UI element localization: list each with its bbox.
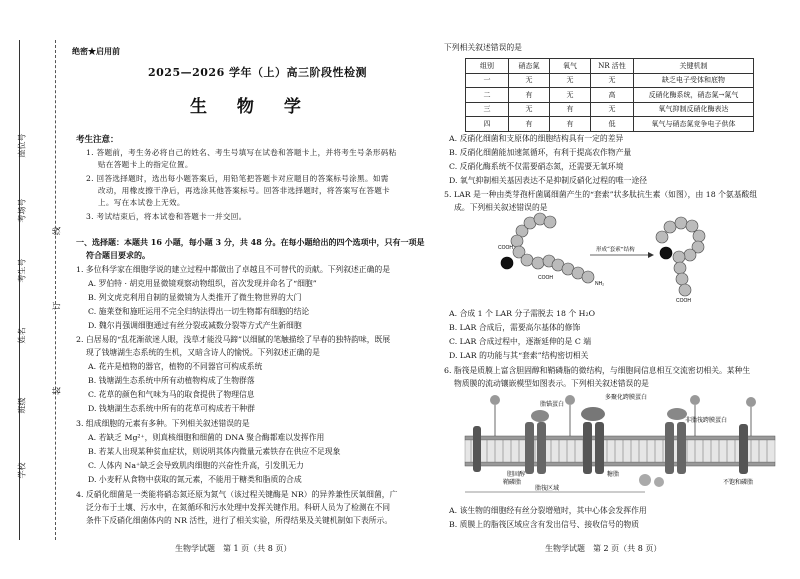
table-cell: 二 — [466, 88, 509, 103]
exam-no-label: 考场号 — [17, 198, 27, 223]
lasso-peptide — [656, 217, 705, 296]
label-cholesterol: 胆固醇 — [507, 471, 526, 478]
table-header-cell: 组别 — [466, 59, 509, 74]
q2-option-a: A. 花卉是植物的器官，植物的不同器官可构成系统 — [88, 362, 263, 371]
table-cell: 无 — [509, 73, 550, 88]
cooh-label-right: COOH — [676, 298, 691, 304]
phospholipid-bilayer — [465, 436, 775, 466]
q6-option-a: A. 该生物的细胞经有丝分裂增殖时，其中心体会发挥作用 — [449, 506, 647, 515]
q3-stem: 3. 组成细胞的元素有多种。下列相关叙述错误的是 — [76, 419, 250, 428]
notice-line: 2. 回答选择题时，选出每小题答案后，用铅笔把答题卡对应题目的答案标号涂黑。如需 — [86, 174, 389, 183]
cooh-label-mid: COOH — [538, 275, 553, 281]
table-header-cell: NR 活性 — [591, 59, 634, 74]
subject-title: 生 物 学 — [190, 97, 313, 117]
notice-heading: 考生注意： — [76, 135, 119, 145]
name-label: 姓名 — [17, 327, 27, 344]
q1-option-d: D. 魏尔肖强调细胞通过有丝分裂或减数分裂等方式产生新细胞 — [88, 321, 302, 330]
seal-char-ding: 订 — [52, 301, 63, 311]
q2-option-c: C. 花草的颜色和气味为马的取食提供了物理信息 — [88, 390, 255, 399]
q5-option-b: B. LAR 合成后，需要高尔基体的修饰 — [449, 323, 581, 332]
table-header-row — [466, 59, 754, 74]
label-raft-region: 脂筏区域 — [535, 485, 560, 492]
q5-stem-cont: 成。下列相关叙述错误的是 — [454, 203, 548, 212]
nh2-label: NH₂ — [595, 281, 605, 287]
q5-option-a: A. 合成 1 个 LAR 分子需脱去 18 个 H₂O — [449, 309, 595, 318]
q3-option-d: D. 小麦籽从食物中获取的氮元素，不能用于糖类和脂质的合成 — [88, 475, 302, 484]
label-multimer-protein: 多聚化跨膜蛋白 — [605, 394, 648, 401]
table-cell: 缺乏电子受体和底物 — [634, 73, 754, 88]
table-cell: 无 — [591, 102, 634, 117]
q4-table — [465, 58, 754, 132]
seal-line — [55, 40, 56, 540]
lipid-raft-diagram — [455, 392, 785, 497]
table-cell: 氧气与硝态氮竞争电子供体 — [634, 117, 754, 132]
q6-option-b: B. 质膜上的脂筏区域应含有发出信号、接收信号的物质 — [449, 520, 640, 529]
table-cell: 三 — [466, 102, 509, 117]
table-cell: 有 — [550, 102, 591, 117]
q3-option-a: A. 若缺乏 Mg²⁺，则真核细胞和细菌的 DNA 聚合酶都难以发挥作用 — [88, 433, 325, 442]
notice-line: 贴在答题卡上的指定位置。 — [98, 160, 193, 169]
school-label: 学校 — [17, 462, 27, 479]
ticket-no-label: 考生号 — [17, 258, 27, 283]
q3-option-c: C. 人体内 Na⁺缺乏会导致肌肉细胞的兴奋性升高，引发肌无力 — [88, 461, 304, 470]
q1-option-b: B. 列文虎克利用自制的显微镜为人类推开了微生物世界的大门 — [88, 293, 302, 302]
table-row — [466, 88, 754, 103]
table-cell: 无 — [550, 88, 591, 103]
secret-mark: 绝密★启用前 — [72, 46, 120, 56]
notice-line: 改动，用橡皮擦干净后，再选涂其他答案标号。回答非选择题时，将答案写在答题卡 — [98, 186, 391, 195]
section1-heading-cont: 符合题目要求的。 — [86, 250, 150, 260]
table-cell: 氧气抑制反硝化酶表达 — [634, 102, 754, 117]
label-sphingomyelin: 鞘磷脂 — [503, 479, 522, 486]
q1-stem: 1. 多位科学家在细胞学说的建立过程中都做出了卓越且不可替代的贡献。下列叙述正确的是 — [76, 265, 390, 274]
notice-line: 1. 答题前，考生务必将自己的姓名、考生号填写在试卷和答题卡上，并将考生号条形码粘 — [86, 148, 397, 157]
exam-title: 2025—2026 学年（上）高三阶段性检测 — [148, 66, 368, 79]
q1-option-a: A. 罗伯特 · 胡克用显微镜观察动物组织，首次发现并命名了“细胞” — [88, 279, 317, 288]
table-row — [466, 117, 754, 132]
table-header-cell: 氧气 — [550, 59, 591, 74]
table-cell: 无 — [509, 102, 550, 117]
q4-stem-cont: 条件下反硝化细菌体内的 NR 活性，进行了相关实验，所得结果及关键机制如下表所示。 — [86, 516, 393, 525]
lar-lasso-diagram — [500, 213, 710, 303]
q6-stem: 6. 脂筏是质膜上富含胆固醇和鞘磷脂的微结构，与细胞间信息相互交流密切相关。某种生 — [444, 366, 751, 375]
q2-stem-cont: 现了钱塘湖生态系统的生机，又暗含诗人的愉悦。下列叙述正确的是 — [86, 348, 320, 357]
label-glycolipid: 糖脂 — [607, 471, 620, 478]
table-row — [466, 73, 754, 88]
q3-option-b: B. 若某人出现某种贫血症状，则说明其体内微量元素铁存在供应不足现象 — [88, 447, 341, 456]
q1-option-c: C. 施莱登和施旺运用不完全归纳法得出一切生物都有细胞的结论 — [88, 307, 310, 316]
q6-stem-cont: 物质膜的流动镶嵌模型如图表示。下列相关叙述错误的是 — [454, 379, 649, 388]
q2-option-b: B. 钱塘湖生态系统中所有动植物构成了生物群落 — [88, 376, 255, 385]
table-cell: 有 — [509, 88, 550, 103]
seal-char-zhuang: 装 — [52, 386, 63, 396]
cooh-label-left: COOH — [498, 245, 513, 251]
lasso-arrow-label: 形成“套索”结构 — [596, 247, 635, 253]
label-unsaturated-lipid: 不饱和磷脂 — [723, 479, 754, 486]
q4-option-c: C. 反硝化酶系统不仅需要硝态氮，还需要无氧环境 — [449, 162, 624, 171]
notice-line: 上。写在本试卷上无效。 — [98, 198, 185, 207]
footer-right: 生物学试题 第 2 页（共 8 页） — [545, 544, 662, 553]
footer-left: 生物学试题 第 1 页（共 8 页） — [175, 544, 292, 553]
table-cell: 有 — [550, 117, 591, 132]
label-non-raft-protein: 非脂筏跨膜蛋白 — [685, 417, 728, 424]
table-cell: 四 — [466, 117, 509, 132]
table-header-cell: 关键机制 — [634, 59, 754, 74]
q5-option-d: D. LAR 的功能与其“套索”结构密切相关 — [449, 351, 589, 360]
q4-table-intro: 下列相关叙述错误的是 — [444, 43, 522, 52]
table-cell: 无 — [550, 73, 591, 88]
label-anchor-protein: 脂锚蛋白 — [540, 401, 565, 408]
table-cell: 一 — [466, 73, 509, 88]
notice-line: 3. 考试结束后，将本试卷和答题卡一并交回。 — [86, 212, 247, 221]
table-cell: 高 — [591, 88, 634, 103]
seal-char-xian: 线 — [52, 226, 63, 236]
table-cell: 有 — [509, 117, 550, 132]
q5-stem: 5. LAR 是一种由类芽孢杆菌属细菌产生的“套索”状多肽抗生素（如图），由 18 个氨基酸组 — [444, 190, 758, 199]
q4-stem: 4. 反硝化细菌是一类能将硝态氮还原为氮气（该过程关键酶是 NR）的异养兼性厌氧细菌，广 — [76, 490, 398, 499]
binding-strip — [0, 0, 62, 579]
q5-option-c: C. LAR 合成过程中，逐渐延伸的是 C 端 — [449, 337, 592, 346]
table-cell: 无 — [591, 73, 634, 88]
linear-peptide — [501, 213, 594, 283]
class-label: 班级 — [17, 397, 27, 414]
table-row — [466, 102, 754, 117]
table-cell: 低 — [591, 117, 634, 132]
table-cell: 反硝化酶系统，硝态氮→氮气 — [634, 88, 754, 103]
q4-stem-cont: 泛分布于土壤、污水中，在氮循环和污水处理中发挥关键作用。科研人员为了检测在不同 — [86, 503, 391, 512]
seat-label: 座位号 — [17, 133, 27, 158]
q2-option-d: D. 钱塘湖生态系统中所有的花草可构成若干种群 — [88, 404, 255, 413]
arrow-head — [648, 252, 654, 258]
q4-option-a: A. 反硝化细菌和支原体的细胞结构具有一定的差异 — [449, 134, 624, 143]
table-header-cell: 硝态氮 — [509, 59, 550, 74]
q2-stem: 2. 白居易的“乱花渐欲迷人眼，浅草才能没马蹄”以细腻的笔触描绘了早春的独特韵味，既展 — [76, 335, 391, 344]
q4-option-b: B. 反硝化细菌能加速氮循环，有利于提高农作物产量 — [449, 148, 632, 157]
q4-option-d: D. 氧气抑制相关基因表达不是抑制反硝化过程的唯一途径 — [449, 176, 648, 185]
section1-heading: 一、选择题：本题共 16 小题，每小题 3 分，共 48 分。在每小题给出的四个选项中，只有一项是 — [76, 237, 425, 247]
